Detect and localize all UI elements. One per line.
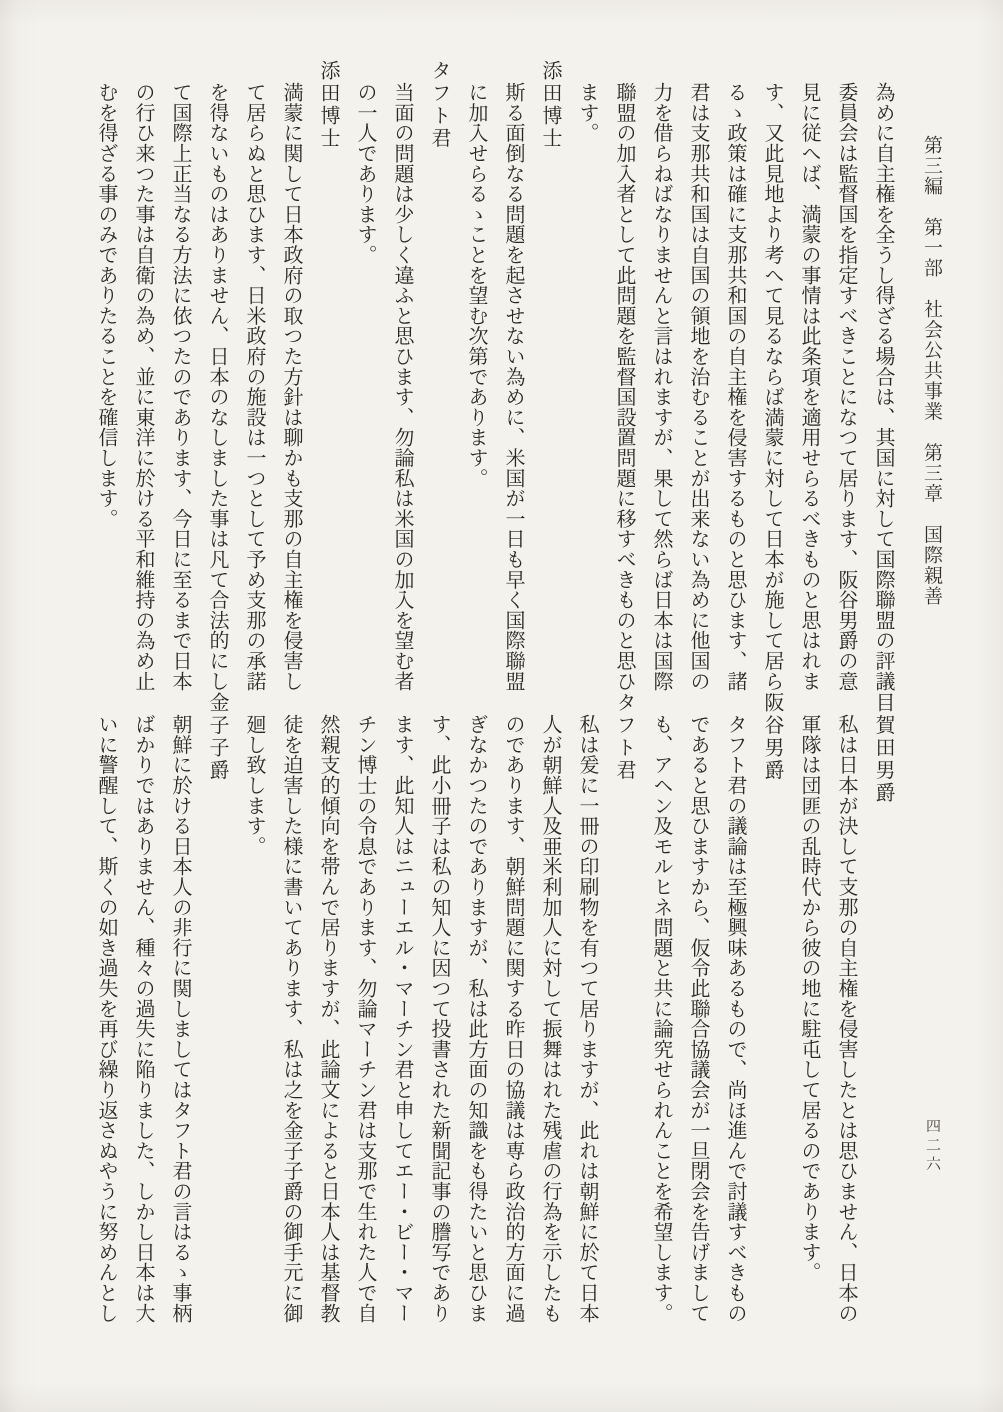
text-line: 私は日本が決して支那の自主権を侵害したとは思ひません、日本の — [835, 714, 857, 1323]
text-line: す、又此見地より考へて見るならば満蒙に対して日本が施して居ら — [761, 82, 783, 691]
text-line: て居らぬと思ひます、日米政府の施設は一つとして予め支那の承諾 — [243, 82, 265, 691]
text-line: 軍隊は団匪の乱時代から彼の地に駐屯して居るのであります。 — [798, 714, 820, 1283]
text-line: 然親支的傾向を帯んで居りますが、此論文によると日本人は基督教 — [317, 714, 339, 1323]
speaker-name: タフト君 — [613, 692, 635, 782]
running-header: 第三編 第一部 社会公共事業 第三章 国際親善 — [921, 135, 942, 607]
page-number: 四二六 — [924, 1118, 940, 1175]
text-line: 廻し致します。 — [243, 714, 265, 857]
text-line: タフト君の議論は至極興味あるもので、尚ほ進んで討議すべきもの — [724, 714, 746, 1323]
text-line: であると思ひますから、仮令此聯合協議会が一旦閉会を告げまして — [687, 714, 709, 1323]
text-line: ます、此知人はニューエル・マーチン君と申してエー・ビー・マー — [391, 714, 413, 1323]
text-line: 朝鮮に於ける日本人の非行に関しましてはタフト君の言はるゝ事柄 — [169, 714, 191, 1323]
text-line: ばかりではありません、種々の過失に陥りました、しかし日本は大 — [132, 714, 154, 1323]
speaker-name: 添田博士 — [539, 60, 561, 150]
speaker-name: 阪谷男爵 — [761, 692, 783, 782]
text-line: 人が朝鮮人及亜米利加人に対して振舞はれた残虐の行為を示したも — [539, 714, 561, 1323]
speaker-name: 目賀田男爵 — [872, 692, 894, 805]
text-line: 委員会は監督国を指定すべきことになつて居ります、阪谷男爵の意 — [835, 82, 857, 691]
text-line: 君は支那共和国は自国の領地を治むることが出来ない為めに他国の — [687, 82, 709, 691]
text-line: いに警醒して、斯くの如き過失を再び繰り返さぬやうに努めんとし — [95, 714, 117, 1323]
speaker-name: 金子子爵 — [206, 692, 228, 782]
text-line: 当面の問題は少しく違ふと思ひます、勿論私は米国の加入を望む者 — [391, 82, 413, 691]
text-line: を得ないものはありません、日本のなしました事は凡て合法的にし — [206, 82, 228, 691]
text-block-top — [87, 60, 901, 691]
text-line: ぎなかつたのでありますが、私は此方面の知識をも得たいと思ひま — [465, 714, 487, 1323]
text-line: 徒を迫害した様に書いてあります、私は之を金子子爵の御手元に御 — [280, 714, 302, 1323]
text-line: に加入せらるゝことを望む次第であります。 — [465, 82, 487, 488]
text-line: 満蒙に関して日本政府の取つた方針は聊かも支那の自主権を侵害し — [280, 82, 302, 691]
text-line: チン博士の令息であります、勿論マーチン君は支那で生れた人で自 — [354, 714, 376, 1323]
text-line: 斯る面倒なる問題を起させない為めに、米国が一日も早く国際聯盟 — [502, 82, 524, 691]
text-line: 聯盟の加入者として此問題を監督国設置問題に移すべきものと思ひ — [613, 82, 635, 691]
text-line: ます。 — [576, 82, 598, 143]
text-line: の一人であります。 — [354, 82, 376, 265]
speaker-name: 添田博士 — [317, 60, 339, 150]
text-line: 見に従へば、満蒙の事情は此条項を適用せらるべきものと思はれま — [798, 82, 820, 691]
text-line: のであります、朝鮮問題に関する昨日の協議は専ら政治的方面に過 — [502, 714, 524, 1323]
text-line: す、此小冊子は私の知人に因つて投書された新聞記事の謄写であり — [428, 714, 450, 1323]
text-line: むを得ざる事のみでありたることを確信します。 — [95, 82, 117, 529]
text-line: も、アヘン及モルヒネ問題と共に論究せられんことを希望します。 — [650, 714, 672, 1323]
text-line: 力を借らねばなりませんと言はれますが、果して然らば日本は国際 — [650, 82, 672, 691]
text-line: の行ひ来つた事は自衛の為め、並に東洋に於ける平和維持の為め止 — [132, 82, 154, 691]
text-block-bottom — [87, 692, 901, 1324]
text-line: るゝ政策は確に支那共和国の自主権を侵害するものと思ひます、諸 — [724, 82, 746, 691]
text-line: 為めに自主権を全うし得ざる場合は、其国に対して国際聯盟の評議 — [872, 82, 894, 691]
text-line: て国際上正当なる方法に依つたのであります、今日に至るまで日本 — [169, 82, 191, 691]
text-line: 私は爰に一冊の印刷物を有つて居りますが、此れは朝鮮に於て日本 — [576, 714, 598, 1323]
speaker-name: タフト君 — [428, 60, 450, 150]
